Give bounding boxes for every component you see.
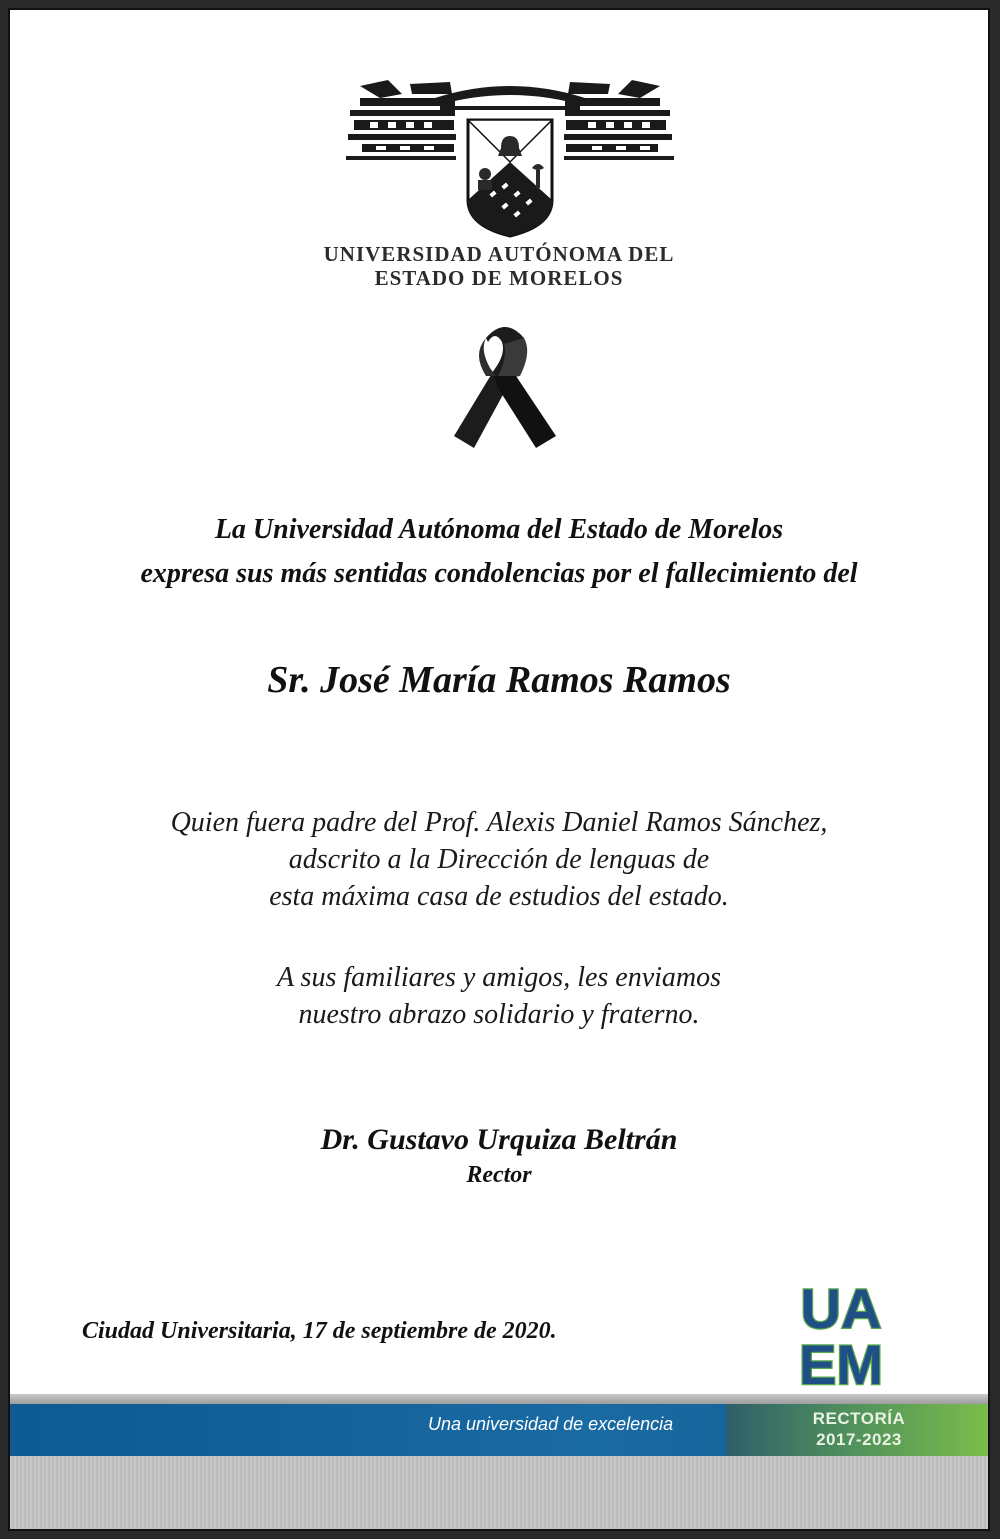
footer-slogan: Una universidad de excelencia	[428, 1414, 674, 1434]
condolence-card	[8, 8, 990, 1531]
paragraph1-line2: adscrito a la Dirección de lenguas de	[288, 844, 710, 875]
uaem-logo-icon	[786, 1278, 896, 1390]
uaem-logo-line2: EM	[799, 1333, 883, 1390]
university-name-line2: ESTADO DE MORELOS	[374, 266, 624, 290]
place-and-date: Ciudad Universitaria, 17 de septiembre de 2020.	[82, 1318, 557, 1344]
intro-line2: expresa sus más sentidas condolencias por el fallecimiento del	[140, 558, 858, 589]
footer-divider	[10, 1394, 988, 1404]
rectoria-period: 2017-2023	[816, 1430, 902, 1449]
paragraph1-line1: Quien fuera padre del Prof. Alexis Daniel Ramos Sánchez,	[170, 807, 828, 838]
signer-title: Rector	[466, 1162, 532, 1188]
footer-texture	[10, 1456, 988, 1531]
uaem-logo-line1: UA	[800, 1278, 882, 1340]
university-name-line1: UNIVERSIDAD AUTÓNOMA DEL	[323, 242, 675, 266]
rectoria-label: RECTORÍA	[812, 1409, 906, 1428]
paragraph2-line2: nuestro abrazo solidario y fraterno.	[298, 999, 700, 1030]
intro-line1: La Universidad Autónoma del Estado de Morelos	[214, 514, 784, 545]
paragraph-relation	[10, 804, 988, 915]
mourning-ribbon-icon	[450, 318, 560, 458]
signer-name: Dr. Gustavo Urquiza Beltrán	[320, 1123, 678, 1156]
paragraph1-line3: esta máxima casa de estudios del estado.	[269, 881, 729, 912]
rectoria-badge	[726, 1404, 990, 1456]
paragraph2-line1: A sus familiares y amigos, les enviamos	[276, 962, 722, 993]
intro-text	[10, 508, 988, 596]
paragraph-condolence	[10, 959, 988, 1033]
university-crest-icon	[340, 80, 680, 240]
deceased-name: Sr. José María Ramos Ramos	[267, 659, 731, 701]
